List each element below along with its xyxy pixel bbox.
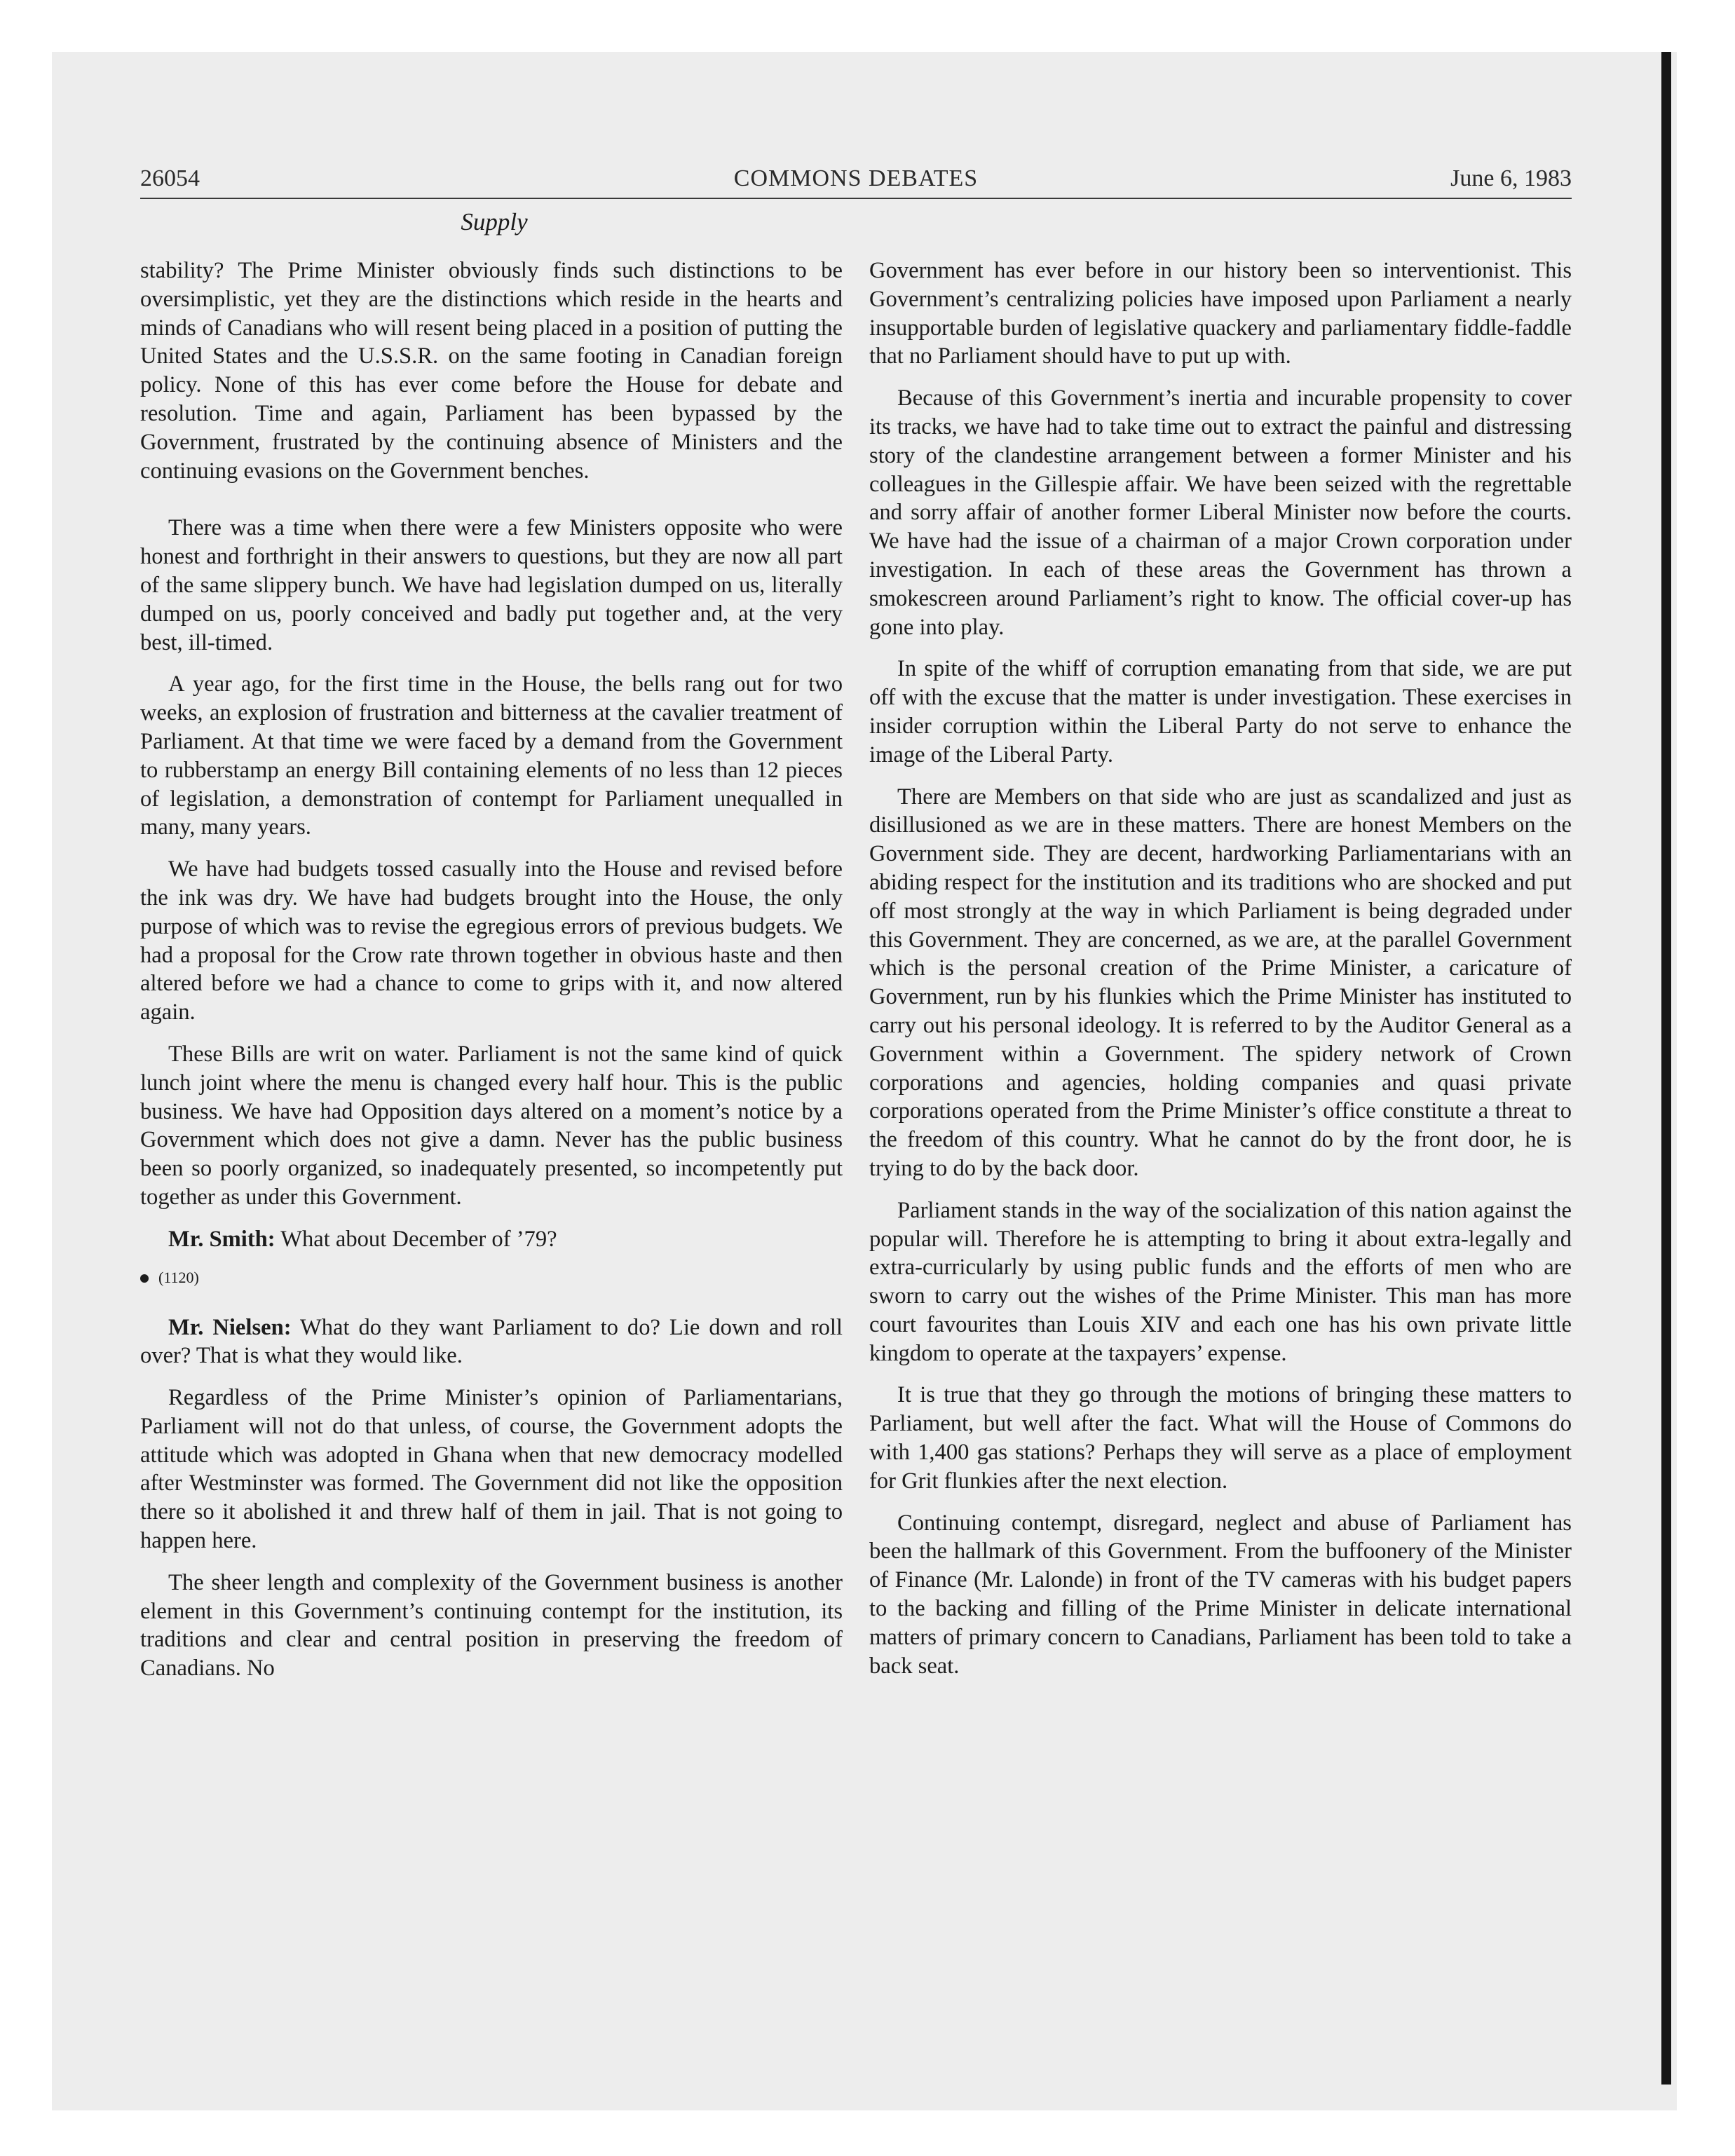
paragraph: Regardless of the Prime Minister’s opinion of Parliamentarians, Parliament will not do that unless, of course, the Government adopts the attitude which was adopted in Ghana when that new democracy modelled after Westminster was formed. The Government did not like the opposition there so it abolished it and threw half of them in jail. That is not going to happen here.: [140, 1385, 843, 1554]
paragraph: There was a time when there were a few Ministers opposite who were honest and forthright in their answers to questions, but they are now all part of the same slippery bunch. We have had legislation dumped on us, literally dumped on us, poorly conceived and badly put together and, at the very best, ill-timed.: [140, 515, 843, 655]
right-column: [869, 257, 1572, 1693]
paragraph: We have had budgets tossed casually into the House and revised before the ink was dry. We have had budgets brought into the House, the only purpose of which was to revise the egregious errors of previous budgets. We had a proposal for the Crow rate thrown together in obvious haste and then altered before we had a chance to come to grips with it, and now altered again.: [140, 857, 843, 1025]
paragraph: There are Members on that side who are just as scandalized and just as disillusioned as we are in these matters. There are honest Members on the Government side. They are decent, hardworking Parliamentarians with an abiding respect for the institution and its traditions who are shocked and put off most strongly at the way in which Parliament is being degraded under this Government. They are concerned, as we are, at the parallel Government which is the personal creation of the Prime Minister, a caricature of Government, run by his flunkies which the Prime Minister has instituted to carry out his personal ideology. It is referred to by the Auditor General as a Government within a Government. The spidery network of Crown corporations and agencies, holding companies and quasi private corporations operated from the Prime Minister’s office constitute a threat to the freedom of this country. What he cannot do by the front door, he is trying to do by the back door.: [869, 784, 1572, 1181]
scan-edge-shadow: [1661, 52, 1671, 2085]
page-number: 26054: [140, 165, 200, 191]
bullet-icon: [140, 1274, 149, 1283]
time-marker: [140, 1267, 843, 1288]
speech-smith: [140, 1225, 843, 1254]
time-marker-text: (1120): [158, 1268, 199, 1286]
header-rule: [140, 198, 1572, 199]
paragraph: Because of this Government’s inertia and incurable propensity to cover its tracks, we have had to take time out to extract the painful and distressing story of the clandestine arrangement between a former Minister and his colleagues in the Gillespie affair. We have been seized with the regrettable and sorry affair of another former Liberal Minister now before the courts. We have had the issue of a chairman of a major Crown corporation under investigation. In each of these areas the Government has thrown a smokescreen around Parliament’s right to know. The official cover-up has gone into play.: [869, 386, 1572, 640]
speech-text: What about December of ’79?: [280, 1226, 557, 1252]
paragraph: It is true that they go through the motions of bringing these matters to Parliament, but well after the fact. What will the House of Commons do with 1,400 gas stations? Perhaps they will serve as a place of employment for Grit flunkies after the next election.: [869, 1382, 1572, 1494]
speech-text: What do they want Parliament to do? Lie down and roll over? That is what they would like.: [140, 1314, 843, 1369]
speaker-name: Mr. Nielsen:: [168, 1314, 292, 1340]
paragraph: Continuing contempt, disregard, neglect and abuse of Parliament has been the hallmark of this Government. From the buffoonery of the Minister of Finance (Mr. Lalonde) in front of the TV cameras with his budget papers to the backing and filling of the Prime Minister in delicate international matters of primary concern to Canadians, Parliament has been told to take a back seat.: [869, 1510, 1572, 1679]
left-column: [140, 257, 843, 1696]
publication-title: COMMONS DEBATES: [733, 165, 979, 191]
paragraph: Government has ever before in our history been so interventionist. This Government’s centralizing policies have imposed upon Parliament a nearly insupportable burden of legislative quackery and parliamentary fiddle-faddle that no Parliament should have to put up with.: [869, 258, 1572, 369]
publication-date: June 6, 1983: [1450, 165, 1572, 191]
paragraph: In spite of the whiff of corruption emanating from that side, we are put off with the excuse that the matter is under investigation. These exercises in insider corruption within the Liberal Party do not serve to enhance the image of the Liberal Party.: [869, 656, 1572, 767]
paragraph: stability? The Prime Minister obviously finds such distinctions to be oversimplistic, yet they are the distinctions which reside in the hearts and minds of Canadians who will resent being placed in a position of putting the United States and the U.S.S.R. on the same footing in Canadian foreign policy. None of this has ever come before the House for debate and resolution. Time and again, Parliament has been bypassed by the Government, frustrated by the continuing absence of Ministers and the continuing evasions on the Government benches.: [140, 258, 843, 484]
page-header: [140, 165, 1572, 200]
paragraph: A year ago, for the first time in the House, the bells rang out for two weeks, an explosion of frustration and bitterness at the cavalier treatment of Parliament. At that time we were faced by a demand from the Government to rubberstamp an energy Bill containing elements of no less than 12 pieces of legislation, a demonstration of contempt for Parliament unequalled in many, many years.: [140, 671, 843, 840]
section-title: Supply: [461, 208, 528, 236]
paragraph: Parliament stands in the way of the socialization of this nation against the popular will. Therefore he is attempting to bring it about extra-legally and extra-curricularly by using public funds and the efforts of men who are sworn to carry out the wishes of the Prime Minister. This man has more court favourites than Louis XIV and each one has his own private little kingdom to operate at the taxpayers’ expense.: [869, 1197, 1572, 1366]
paragraph: The sheer length and complexity of the Government business is another element in this Government’s continuing contempt for the institution, its traditions and clear and central position in preserving the freedom of Canadians. No: [140, 1569, 843, 1681]
speaker-name: Mr. Smith:: [168, 1226, 275, 1252]
speech-nielsen: [140, 1314, 843, 1371]
paragraph: These Bills are writ on water. Parliament is not the same kind of quick lunch joint where the menu is changed every half hour. This is the public business. We have had Opposition days altered on a moment’s notice by a Government which does not give a damn. Never has the public business been so poorly organized, so inadequately presented, so incompetently put together as under this Government.: [140, 1041, 843, 1210]
